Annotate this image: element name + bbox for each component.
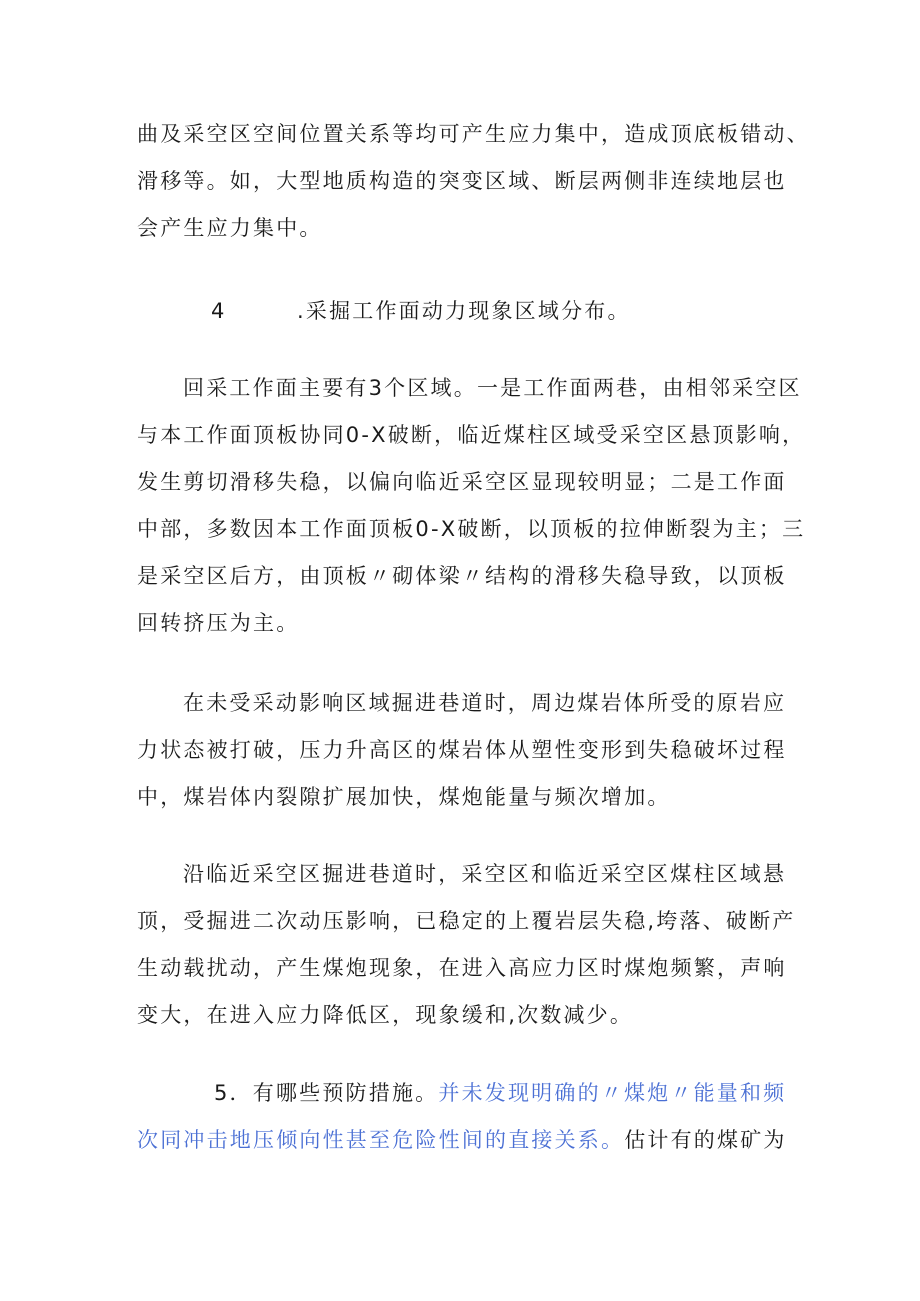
text-line: 沿临近采空区掘进巷道时，采空区和临近采空区煤柱区域悬 xyxy=(183,862,787,886)
paragraph-prevention-measures xyxy=(137,1070,787,1164)
text-line: 中部，多数因本工作面顶板0-X破断，以顶板的拉伸断裂为主；三 xyxy=(137,517,806,541)
text-line: 与本工作面顶板协同0-X破断，临近煤柱区域受采空区悬顶影响， xyxy=(137,423,806,447)
text-line: 中，煤岩体内裂隙扩展加快，煤炮能量与频次增加。 xyxy=(137,785,671,809)
paragraph-working-face-zones xyxy=(137,365,806,647)
text-line: 变大，在进入应力降低区，现象缓和,次数减少。 xyxy=(137,1003,634,1027)
text-line: 滑移等。如，大型地质构造的突变区域、断层两侧非连续地层也 xyxy=(137,169,787,193)
text-line: 发生剪切滑移失稳，以偏向临近采空区显现较明显；二是工作面 xyxy=(137,470,787,494)
section-heading-4 xyxy=(211,288,631,335)
text-line: 回采工作面主要有3个区域。一是工作面两巷，由相邻采空区 xyxy=(183,376,802,400)
text-line: 生动载扰动，产生煤炮现象，在进入高应力区时煤炮频繁，声响 xyxy=(137,956,787,980)
paragraph-goaf-roadway xyxy=(137,851,796,1039)
text-line: 力状态被打破，压力升高区的煤岩体从塑性变形到失稳破坏过程 xyxy=(137,738,787,762)
text-line: 在未受采动影响区域掘进巷道时，周边煤岩体所受的原岩应 xyxy=(183,691,787,715)
text-line: 是采空区后方，由顶板〃砌体梁〃结构的滑移失稳导致，以顶板 xyxy=(137,564,787,588)
text-line: 会产生应力集中。 xyxy=(137,216,323,240)
text-line xyxy=(137,1117,787,1164)
text-line: 顶，受掘进二次动压影响，已稳定的上覆岩层失稳,垮落、破断产 xyxy=(137,909,796,933)
paragraph-stress-concentration xyxy=(137,111,810,252)
text-line: 曲及采空区空间位置关系等均可产生应力集中，造成顶底板错动、 xyxy=(137,122,810,146)
highlighted-text: 并未发现明确的〃煤炮〃能量和频 xyxy=(438,1081,787,1105)
paragraph-undisturbed-roadway xyxy=(137,680,787,821)
section-title: .采掘工作面动力现象区域分布。 xyxy=(297,299,631,323)
section-number: 4 xyxy=(211,299,227,323)
body-text: 估计有的煤矿为 xyxy=(624,1128,787,1152)
prevention-heading: 5．有哪些预防措施。 xyxy=(214,1081,439,1105)
text-line xyxy=(137,1070,787,1117)
highlighted-text: 次同冲击地压倾向性甚至危险性间的直接关系。 xyxy=(137,1128,625,1152)
text-line: 回转挤压为主。 xyxy=(137,611,300,635)
